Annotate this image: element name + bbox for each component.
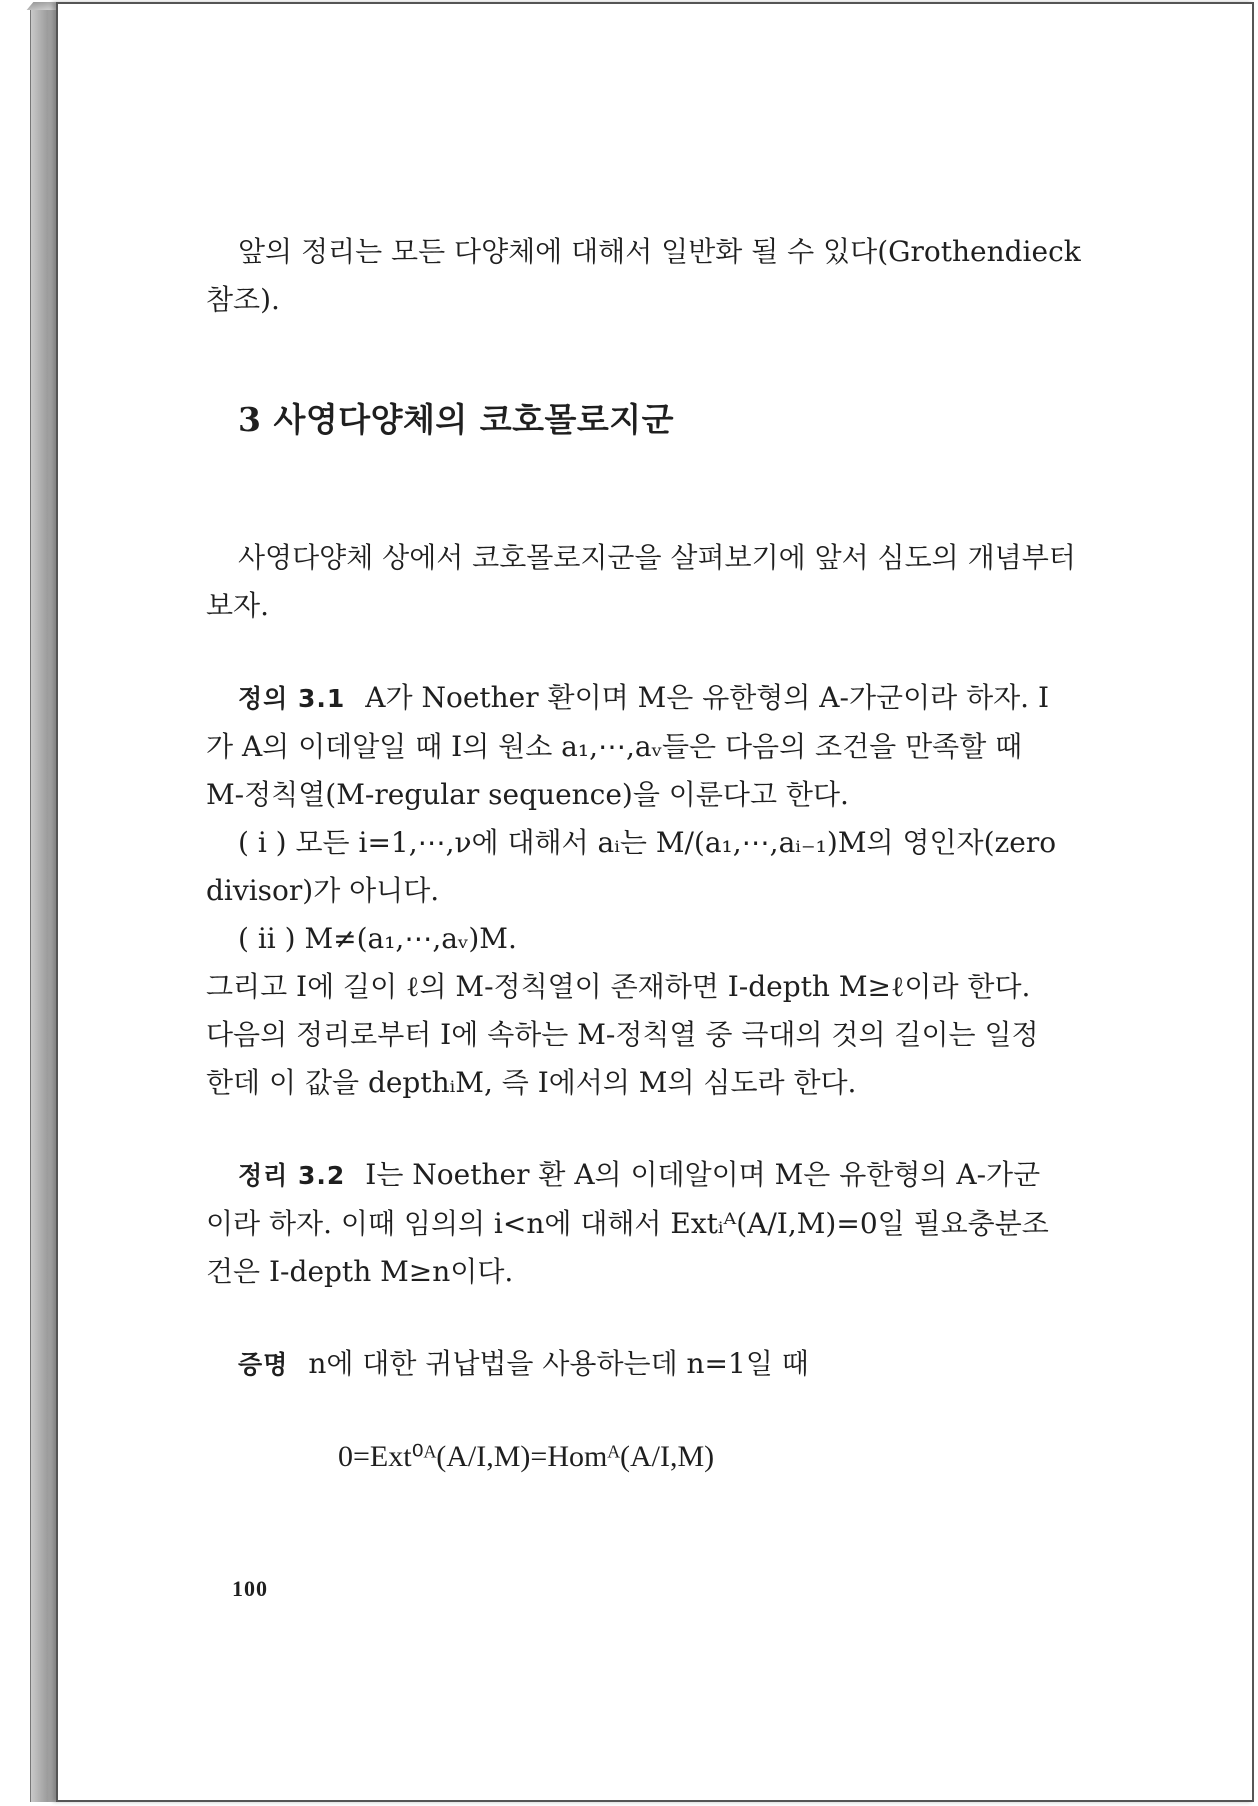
proof-text-1: n에 대한 귀납법을 사용하는데 n=1일 때 — [308, 1347, 809, 1380]
proof-equation: 0=Ext⁰ᴬ(A/I,M)=Homᴬ(A/I,M) — [338, 1440, 715, 1473]
definition-after-3: 한데 이 값을 depthᵢM, 즉 I에서의 M의 심도라 한다. — [206, 1066, 857, 1099]
definition-label: 정의 3.1 — [238, 684, 346, 713]
page-content — [206, 228, 1106, 1481]
theorem-line-3: 건은 I-depth M≥n이다. — [206, 1255, 514, 1288]
definition-item2: ( ii ) M≠(a₁,⋯,aᵥ)M. — [238, 922, 517, 955]
intro-line-1: 앞의 정리는 모든 다양체에 대해서 일반화 될 수 있다(Grothendieck — [238, 235, 1081, 268]
theorem-label: 정리 3.2 — [238, 1161, 346, 1190]
definition-text-1: A가 Noether 환이며 M은 유한형의 A-가군이라 하자. I — [365, 681, 1050, 714]
definition-line-2: 가 A의 이데알일 때 I의 원소 a₁,⋯,aᵥ들은 다음의 조건을 만족할 때 — [206, 730, 1023, 763]
intro-line-2: 참조). — [206, 283, 280, 316]
theorem-text-1: I는 Noether 환 A의 이데알이며 M은 유한형의 A-가군 — [365, 1158, 1041, 1191]
proof-label: 증명 — [238, 1350, 289, 1379]
theorem-line-1 — [206, 1151, 1106, 1200]
definition-line-3: M-정칙열(M-regular sequence)을 이룬다고 한다. — [206, 778, 849, 811]
para1-line-2: 보자. — [206, 589, 269, 622]
definition-after-1: 그리고 I에 길이 ℓ의 M-정칙열이 존재하면 I-depth M≥ℓ이라 한다. — [206, 970, 1031, 1003]
definition-line-1 — [206, 674, 1106, 723]
definition-block — [206, 674, 1106, 1107]
definition-item1-line-1: ( i ) 모든 i=1,⋯,ν에 대해서 aᵢ는 M/(a₁,⋯,aᵢ₋₁)M의 영인자(zero — [238, 826, 1057, 859]
proof-block — [206, 1340, 1106, 1481]
section-heading: 3 사영다양체의 코호몰로지군 — [238, 400, 674, 439]
definition-after-2: 다음의 정리로부터 I에 속하는 M-정칙열 중 극대의 것의 길이는 일정 — [206, 1018, 1039, 1051]
para1-line-1: 사영다양체 상에서 코호몰로지군을 살펴보기에 앞서 심도의 개념부터 — [238, 541, 1076, 574]
proof-line-1 — [206, 1340, 1106, 1389]
theorem-block — [206, 1151, 1106, 1296]
theorem-line-2: 이라 하자. 이때 임의의 i<n에 대해서 Extᵢᴬ(A/I,M)=0일 필요충분조 — [206, 1207, 1049, 1240]
definition-item1-line-2: divisor)가 아니다. — [206, 874, 440, 907]
page-number: 100 — [232, 1576, 268, 1601]
